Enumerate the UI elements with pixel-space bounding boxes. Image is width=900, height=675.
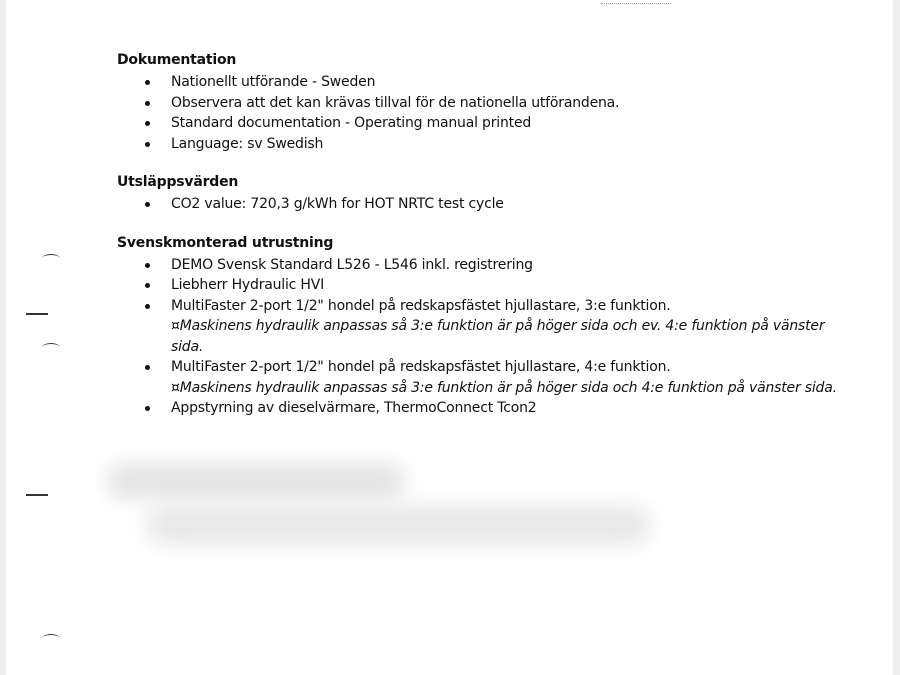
list-item-text: MultiFaster 2-port 1/2" hondel på redskapsfästet hjullastare, 4:e funktion. (171, 359, 671, 375)
list-item-text: Appstyrning av dieselvärmare, ThermoConnect Tcon2 (171, 400, 537, 416)
list-item-note: ¤Maskinens hydraulik anpassas så 3:e funktion är på höger sida och 4:e funktion på vänster sida. (171, 379, 837, 396)
list-item-text: DEMO Svensk Standard L526 - L546 inkl. registrering (171, 256, 533, 273)
list-item (171, 134, 837, 155)
list-item (171, 275, 837, 296)
fold-mark (26, 494, 48, 496)
bullet-list (117, 255, 837, 419)
list-item (171, 93, 837, 114)
list-item (171, 113, 837, 134)
section-svenskmonterad-utrustning (117, 233, 837, 419)
list-item-text: Liebherr Hydraulic HVI (171, 277, 325, 293)
list-item-note: ¤Maskinens hydraulik anpassas så 3:e funktion är på höger sida och ev. 4:e funktion på vänster sida. (171, 318, 825, 355)
document-page (6, 0, 893, 675)
list-item-text: Language: sv Swedish (171, 135, 324, 152)
section-heading: Dokumentation (117, 52, 237, 68)
list-item-text: MultiFaster 2-port 1/2" hondel på redskapsfästet hjullastare, 3:e funktion. (171, 297, 671, 314)
binder-hole-mark (42, 343, 60, 352)
list-item-text: CO2 value: 720,3 g/kWh for HOT NRTC test cycle (171, 196, 504, 212)
section-dokumentation (117, 50, 837, 154)
list-item (171, 194, 837, 215)
redacted-text-blur (106, 462, 406, 500)
list-item (171, 296, 837, 358)
list-item (171, 72, 837, 93)
list-item-text: Nationellt utförande - Sweden (171, 74, 376, 90)
list-item (171, 357, 837, 398)
list-item-text: Observera att det kan krävas tillval för de nationella utförandena. (171, 94, 620, 111)
bullet-list (117, 72, 837, 154)
list-item-text: Standard documentation - Operating manual printed (171, 115, 532, 131)
section-heading: Utsläppsvärden (117, 174, 239, 190)
document-content (117, 50, 837, 437)
section-utslappsvarden (117, 172, 837, 215)
page-edge-mark (601, 0, 671, 4)
section-heading: Svenskmonterad utrustning (117, 234, 334, 251)
binder-hole-mark (42, 634, 60, 643)
bullet-list (117, 194, 837, 215)
list-item (171, 255, 837, 276)
redacted-text-blur (146, 505, 651, 545)
binder-hole-mark (42, 254, 60, 263)
fold-mark (26, 313, 48, 315)
list-item (171, 398, 837, 419)
